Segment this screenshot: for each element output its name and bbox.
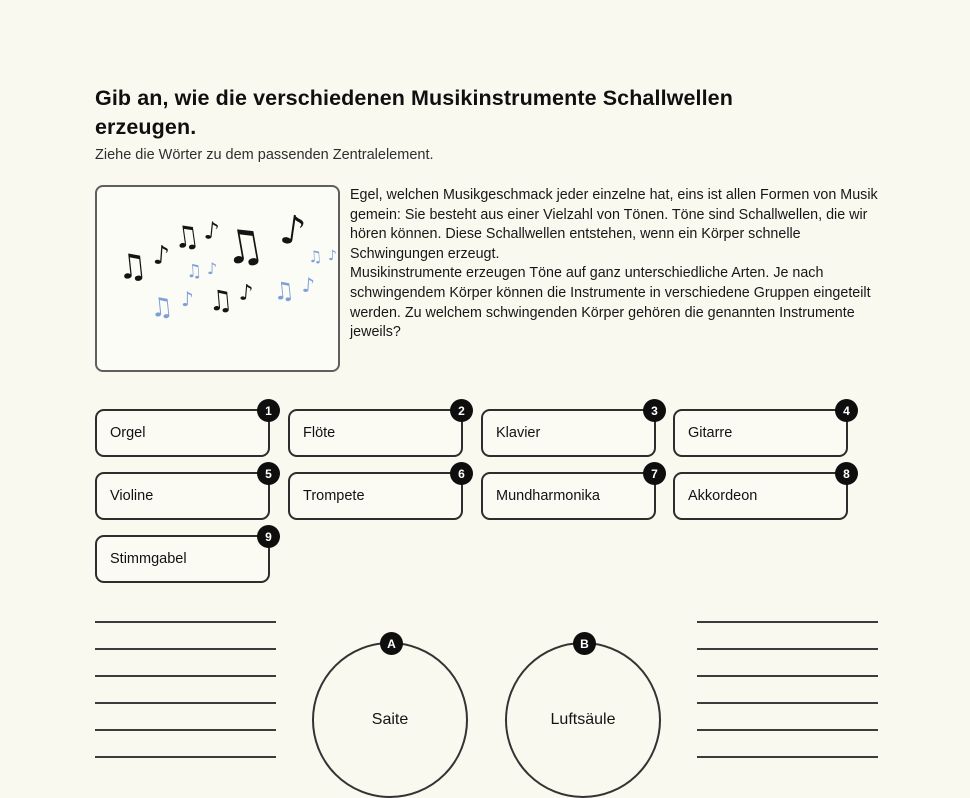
answer-slot-line[interactable] xyxy=(697,675,878,677)
word-card-gitarre[interactable] xyxy=(673,403,850,457)
music-note-icon: ♫ xyxy=(206,282,235,319)
music-note-icon: ♫ xyxy=(114,245,150,289)
answer-slot-line[interactable] xyxy=(697,702,878,704)
page-title: Gib an, wie die verschiedenen Musikinstrumente Schallwellen erzeugen. xyxy=(95,86,733,139)
word-number-badge: 4 xyxy=(835,399,858,422)
music-note-icon: ♪ xyxy=(151,240,171,272)
answer-slot-line[interactable] xyxy=(95,729,276,731)
word-number-badge: 8 xyxy=(835,462,858,485)
word-label: Orgel xyxy=(110,425,146,441)
word-card-stimmgabel[interactable] xyxy=(95,529,272,583)
word-label: Trompete xyxy=(303,488,365,504)
music-note-icon: ♪ xyxy=(301,272,316,298)
music-notes-image xyxy=(95,185,340,372)
word-label: Violine xyxy=(110,488,154,504)
music-note-icon: ♪ xyxy=(276,206,309,256)
music-note-icon: ♫ xyxy=(271,275,296,307)
word-number-badge: 1 xyxy=(257,399,280,422)
word-card-mundharmonika[interactable] xyxy=(481,466,658,520)
instruction-text: Ziehe die Wörter zu dem passenden Zentralelement. xyxy=(95,147,434,163)
word-card-akkordeon[interactable] xyxy=(673,466,850,520)
answer-slot-line[interactable] xyxy=(697,621,878,623)
word-number-badge: 5 xyxy=(257,462,280,485)
answer-slot-line[interactable] xyxy=(95,675,276,677)
answer-slot-line[interactable] xyxy=(95,702,276,704)
word-label: Stimmgabel xyxy=(110,551,187,567)
word-label: Mundharmonika xyxy=(496,488,600,504)
target-circle-saite[interactable] xyxy=(312,636,468,798)
answer-slot-line[interactable] xyxy=(697,648,878,650)
music-note-icon: ♪ xyxy=(202,216,221,246)
word-number-badge: 3 xyxy=(643,399,666,422)
answer-slot-line[interactable] xyxy=(95,756,276,758)
music-note-icon: ♪ xyxy=(328,248,337,264)
intro-paragraph-2: Musikinstrumente erzeugen Töne auf ganz unterschiedliche Arten. Je nach schwingendem Körper können die Instrumente in verschiedene Gruppen eingeteilt werden. Zu welchem schwingenden Körper gehören die genannten Instrumente jeweils? xyxy=(350,265,871,341)
target-letter-badge: B xyxy=(573,632,596,655)
music-note-icon: ♪ xyxy=(181,287,194,311)
answer-slot-line[interactable] xyxy=(697,756,878,758)
intro-paragraph-1: Egel, welchen Musikgeschmack jeder einzelne hat, eins ist allen Formen von Musik gemein: Sie besteht aus einer Vielzahl von Tönen. Töne sind Schallwellen, die wir hören können. Diese Schallwellen entstehen, wenn ein Körper schnelle Schwingungen erzeugt. xyxy=(350,187,878,262)
music-note-icon: ♫ xyxy=(307,246,323,267)
word-card-floete[interactable] xyxy=(288,403,465,457)
word-number-badge: 2 xyxy=(450,399,473,422)
word-card-klavier[interactable] xyxy=(481,403,658,457)
word-card-orgel[interactable] xyxy=(95,403,272,457)
music-note-icon: ♫ xyxy=(170,218,203,257)
word-card-violine[interactable] xyxy=(95,466,272,520)
music-note-icon: ♫ xyxy=(185,260,203,283)
music-note-icon: ♪ xyxy=(237,280,255,307)
target-label: Luftsäule xyxy=(550,711,616,728)
answer-slot-line[interactable] xyxy=(95,621,276,623)
word-card-trompete[interactable] xyxy=(288,466,465,520)
answer-slot-line[interactable] xyxy=(697,729,878,731)
word-label: Klavier xyxy=(496,425,541,441)
music-note-icon: ♪ xyxy=(207,259,218,278)
word-number-badge: 9 xyxy=(257,525,280,548)
word-label: Gitarre xyxy=(688,425,733,441)
word-number-badge: 7 xyxy=(643,462,666,485)
intro-text xyxy=(350,186,878,343)
word-label: Flöte xyxy=(303,425,336,441)
music-note-icon: ♫ xyxy=(218,215,269,277)
answer-slot-line[interactable] xyxy=(95,648,276,650)
target-letter-badge: A xyxy=(380,632,403,655)
word-number-badge: 6 xyxy=(450,462,473,485)
music-note-icon: ♫ xyxy=(148,291,175,325)
word-label: Akkordeon xyxy=(688,488,758,504)
target-label: Saite xyxy=(371,711,409,728)
target-circle-luftsaeule[interactable] xyxy=(505,636,661,798)
